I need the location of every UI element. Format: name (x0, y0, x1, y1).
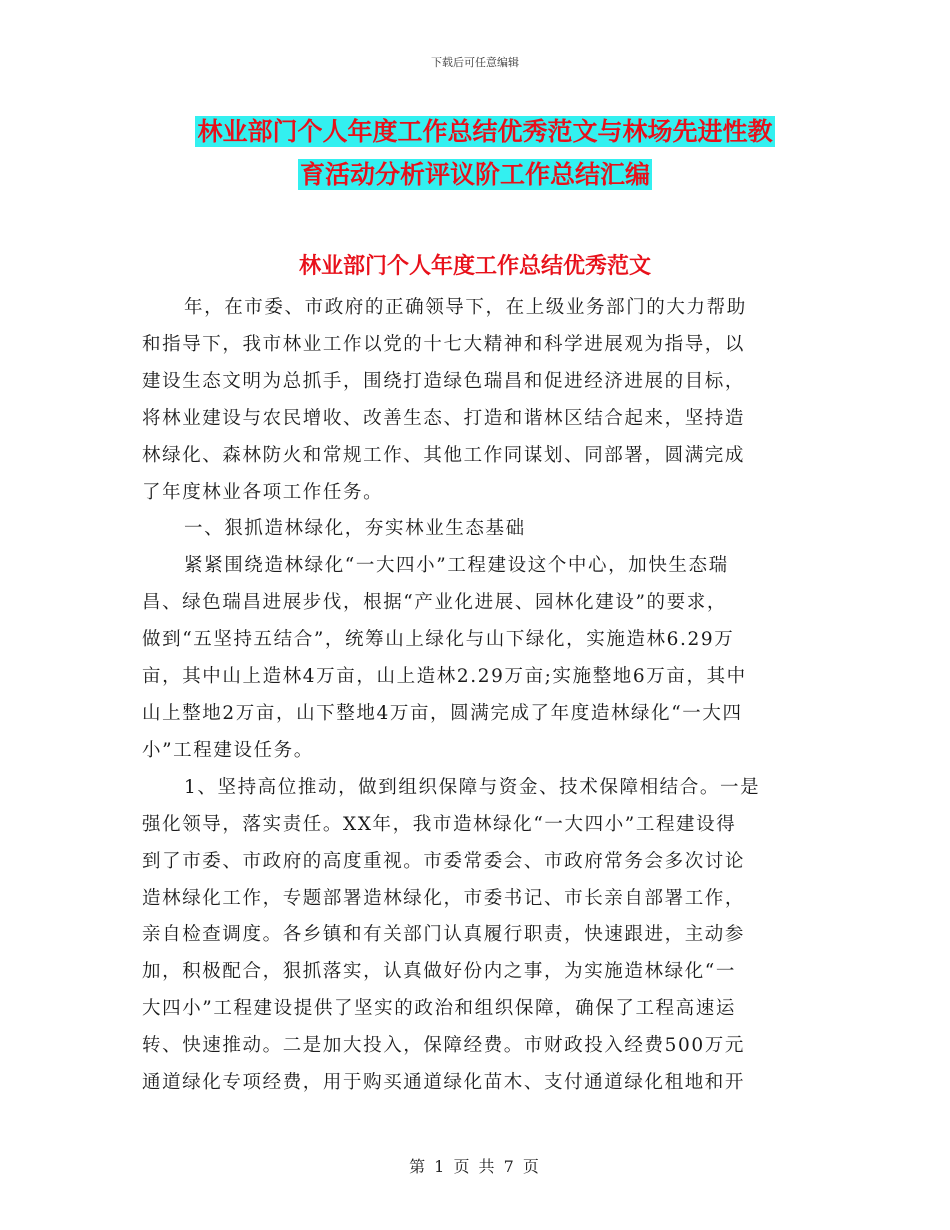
text-line: 小”工程建设任务。 (142, 739, 314, 761)
text-line: 亩，其中山上造林4万亩，山上造林2.29万亩;实施整地6万亩，其中 (142, 666, 747, 688)
document-title (0, 110, 950, 196)
text-line: 到了市委、市政府的高度重视。市委常委会、市政府常务会多次讨论 (142, 850, 746, 872)
text-line: 建设生态文明为总抓手，围绕打造绿色瑞昌和促进经济进展的目标， (142, 370, 746, 392)
title-line-2: 育活动分析评议阶工作总结汇编 (299, 160, 650, 189)
title-line-1: 林业部门个人年度工作总结优秀范文与林场先进性教 (197, 117, 773, 146)
text-line: 林绿化、森林防火和常规工作、其他工作同谋划、同部署，圆满完成 (142, 444, 746, 466)
text-line: 造林绿化工作，专题部署造林绿化，市委书记、市长亲自部署工作， (142, 887, 746, 909)
subheading: 一、狠抓造林绿化，夯实林业生态基础 (184, 518, 526, 540)
text-line: 通道绿化专项经费，用于购买通道绿化苗木、支付通道绿化租地和开 (142, 1072, 746, 1094)
text-line: 做到“五坚持五结合”，统筹山上绿化与山下绿化，实施造林6.29万 (142, 629, 735, 651)
text-line: 强化领导，落实责任。XX年，我市造林绿化“一大四小”工程建设得 (142, 813, 737, 835)
body-text (142, 290, 807, 1102)
text-line: 昌、绿色瑞昌进展步伐，根据“产业化进展、园林化建设”的要求， (142, 592, 727, 614)
section-title: 林业部门个人年度工作总结优秀范文 (298, 254, 651, 279)
text-line: 加，积极配合，狠抓落实，认真做好份内之事，为实施造林绿化“一 (142, 961, 736, 983)
text-line: 了年度林业各项工作任务。 (142, 481, 384, 503)
text-line: 紧紧围绕造林绿化“一大四小”工程建设这个中心，加快生态瑞 (184, 555, 729, 577)
text-line: 将林业建设与农民增收、改善生态、打造和谐林区结合起来，坚持造 (142, 407, 746, 429)
text-line: 和指导下，我市林业工作以党的十七大精神和科学进展观为指导，以 (142, 333, 746, 355)
text-line: 年，在市委、市政府的正确领导下，在上级业务部门的大力帮助 (184, 297, 747, 318)
text-line: 亲自检查调度。各乡镇和有关部门认真履行职责，快速跟进，主动参 (142, 924, 746, 946)
text-line: 山上整地2万亩，山下整地4万亩，圆满完成了年度造林绿化“一大四 (142, 702, 743, 724)
header-note: 下载后可任意编辑 (431, 56, 519, 69)
text-line: 转、快速推动。二是加大投入，保障经费。市财政投入经费500万元 (142, 1035, 745, 1057)
text-line: 大四小”工程建设提供了坚实的政治和组织保障，确保了工程高速运 (142, 998, 736, 1020)
page-footer: 第 1 页 共 7 页 (409, 1157, 541, 1176)
text-line: 1、坚持高位推动，做到组织保障与资金、技术保障相结合。一是 (184, 776, 761, 798)
